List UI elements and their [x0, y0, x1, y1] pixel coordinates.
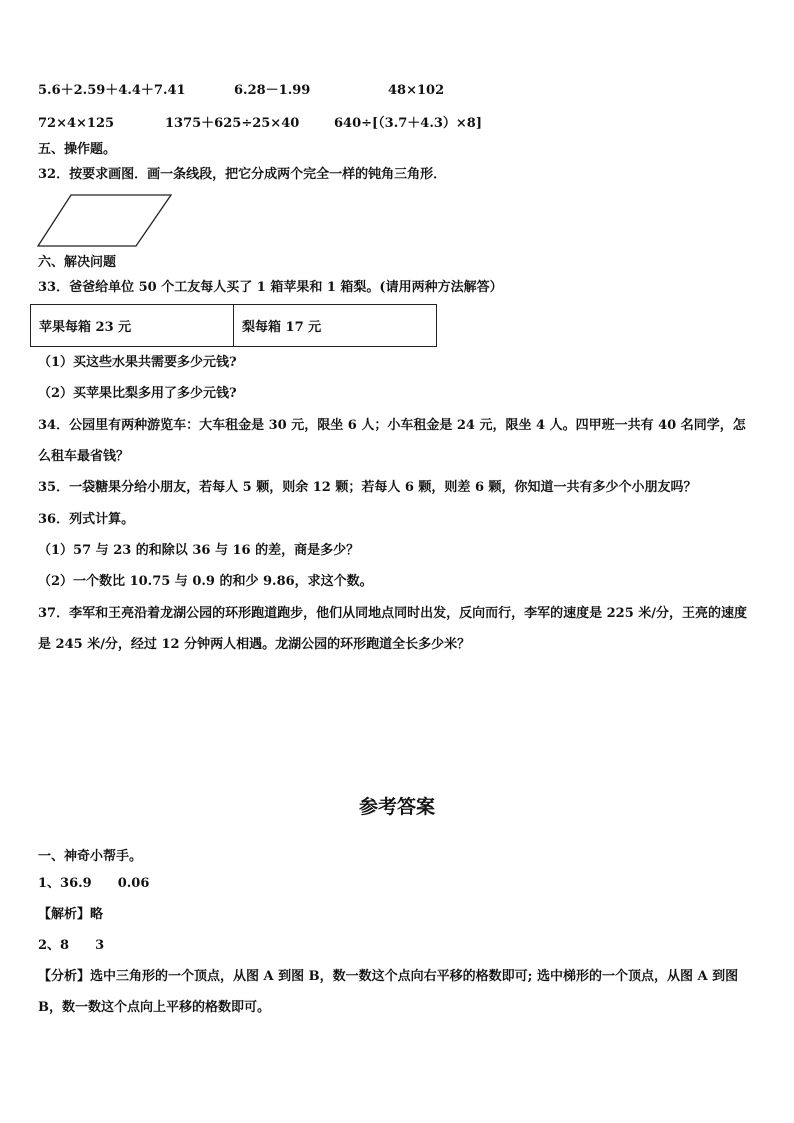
table-row [31, 305, 437, 347]
question-33-part-2: （2）买苹果比梨多用了多少元钱? [38, 386, 237, 401]
answer-2: 2、8 3 [38, 938, 105, 953]
question-37: 37．李军和王亮沿着龙湖公园的环形跑道跑步，他们从同地点同时出发，反向而行，李军的速度是 225 米/分，王亮的速度是 245 米/分，经过 12 分钟两人相遇。龙湖公园的环形跑道全长多少米？ [38, 606, 748, 652]
calc-expression-6: 640÷[（3.7＋4.3）×8] [334, 116, 483, 131]
answer-key-title: 参考答案 [358, 796, 435, 818]
question-36: 36．列式计算。 [38, 512, 135, 527]
question-33-part-1: （1）买这些水果共需要多少元钱? [38, 355, 237, 370]
calc-expression-3: 48×102 [388, 83, 445, 98]
calc-expression-1: 5.6＋2.59＋4.4＋7.41 [38, 83, 186, 98]
price-cell-pear: 梨每箱 17 元 [234, 305, 437, 347]
calc-expression-2: 6.28－1.99 [234, 83, 311, 98]
answer-1-analysis: 【解析】略 [38, 907, 104, 922]
parallelogram-shape [38, 195, 171, 246]
price-table [30, 304, 437, 347]
question-36-part-2: （2）一个数比 10.75 与 0.9 的和少 9.86，求这个数。 [38, 574, 373, 589]
question-34: 34．公园里有两种游览车：大车租金是 30 元，限坐 6 人；小车租金是 24 元，限坐 4 人。四甲班一共有 40 名同学，怎么租车最省钱？ [38, 418, 746, 464]
question-32: 32．按要求画图．画一条线段，把它分成两个完全一样的钝角三角形． [38, 167, 447, 182]
section-heading-5: 五、操作题。 [38, 142, 117, 157]
price-cell-apple: 苹果每箱 23 元 [31, 305, 234, 347]
answer-1: 1、36.9 0.06 [38, 876, 150, 891]
calc-expression-4: 72×4×125 [38, 116, 115, 131]
question-35: 35．一袋糖果分给小朋友，若每人 5 颗，则余 12 颗；若每人 6 颗，则差 6 颗，你知道一共有多少个小朋友吗？ [38, 480, 697, 495]
parallelogram-figure [36, 193, 174, 249]
question-36-part-1: （1）57 与 23 的和除以 36 与 16 的差，商是多少？ [38, 543, 360, 558]
answer-section-heading-1: 一、神奇小帮手。 [38, 849, 143, 864]
question-33: 33．爸爸给单位 50 个工友每人买了 1 箱苹果和 1 箱梨。(请用两种方法解答） [38, 280, 503, 295]
answer-2-analysis: 【分析】选中三角形的一个顶点，从图 A 到图 B，数一数这个点向右平移的格数即可; 选中梯形的一个顶点，从图 A 到图 B，数一数这个点向上平移的格数即可。 [38, 969, 739, 1015]
calc-expression-5: 1375＋625÷25×40 [165, 116, 300, 131]
section-heading-6: 六、解决问题 [38, 255, 117, 270]
